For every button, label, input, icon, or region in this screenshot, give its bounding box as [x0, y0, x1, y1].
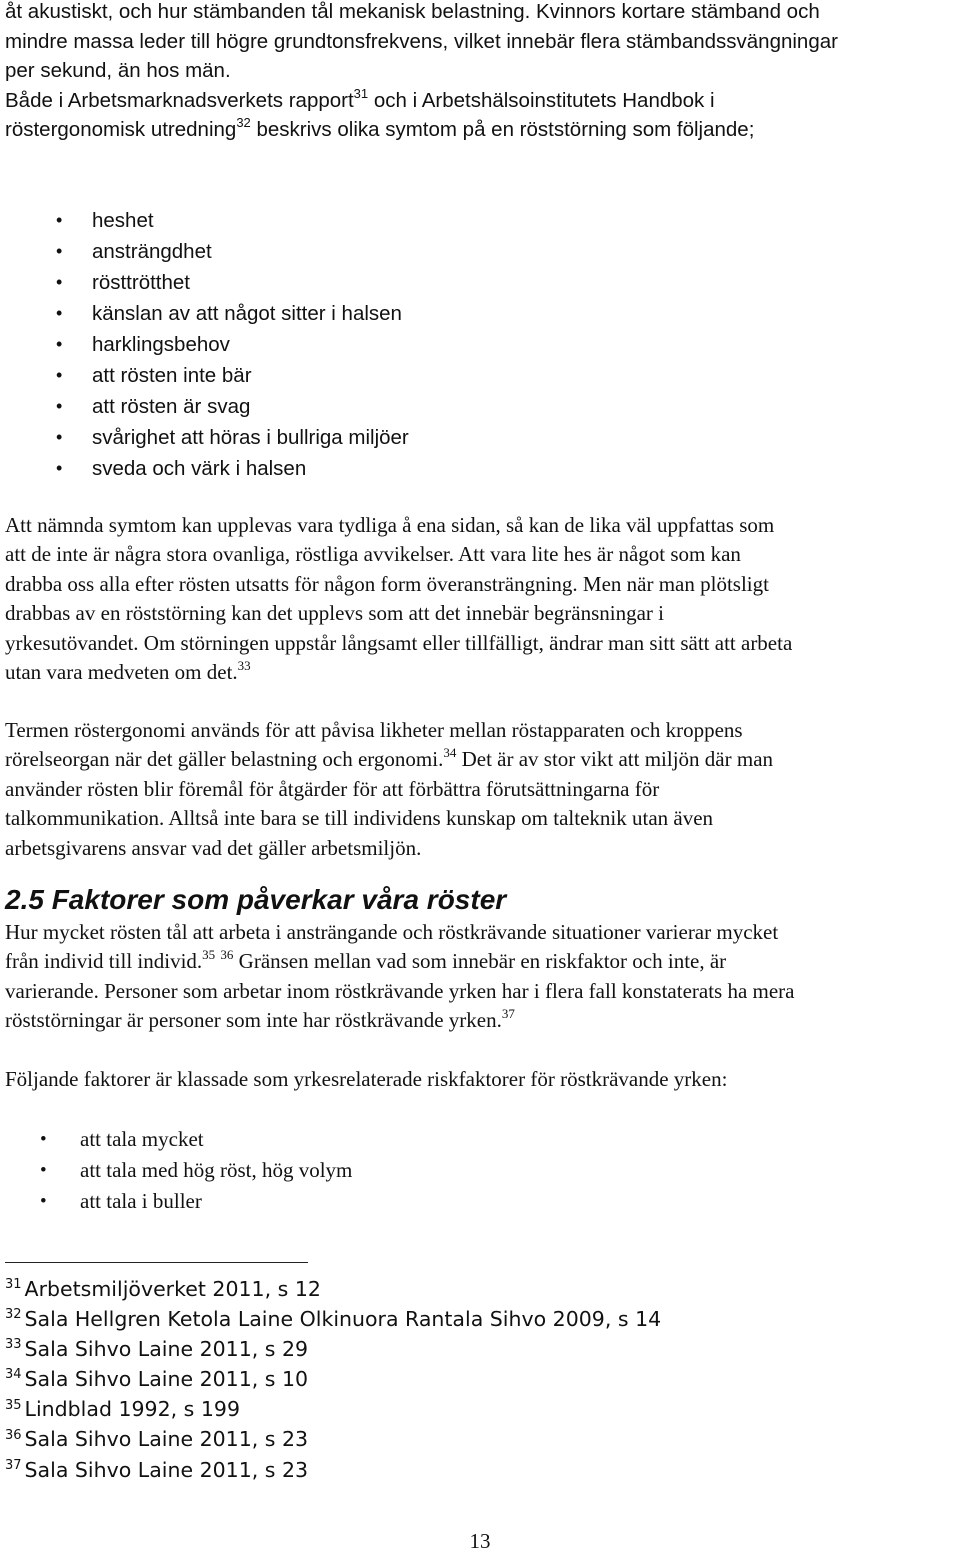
text-run: utan vara medveten om det. — [5, 660, 238, 685]
text-line: talkommunikation. Alltså inte bara se till individens kunskap om talteknik utan även — [5, 806, 714, 831]
footnote-ref: 35 — [202, 947, 216, 963]
risk-factor-item — [40, 1124, 352, 1155]
paragraph-rostergonomi — [5, 716, 955, 863]
footnote-number: 32 — [5, 1307, 22, 1323]
list-item-text: ansträngdhet — [92, 240, 212, 263]
footnotes — [5, 1274, 661, 1485]
footnote-text: Sala Sihvo Laine 2011, s 10 — [24, 1367, 309, 1392]
list-item-text: sveda och värk i halsen — [92, 457, 307, 480]
footnote-number: 37 — [5, 1457, 22, 1473]
text-line: arbetsgivarens ansvar vad det gäller arbetsmiljön. — [5, 835, 422, 860]
footnote-text: Arbetsmiljöverket 2011, s 12 — [24, 1277, 321, 1301]
footnote-ref: 31 — [353, 85, 369, 101]
footnote-ref: 33 — [237, 658, 251, 674]
symptom-item — [56, 236, 409, 267]
text-run: Gränsen mellan vad som innebär en riskfaktor och inte, är — [233, 949, 727, 974]
bullet-icon: • — [56, 210, 63, 230]
list-item-text: att rösten inte bär — [92, 364, 252, 387]
footnote-ref: 36 — [220, 947, 234, 963]
symptom-item — [56, 422, 409, 453]
text-line: använder rösten blir föremål för åtgärder för att förbättra förutsättningarna för — [5, 776, 660, 801]
intro-line — [5, 86, 955, 116]
symptom-item — [56, 298, 409, 329]
intro-line — [5, 115, 955, 145]
intro-text: röstergonomisk utredning — [5, 118, 237, 141]
footnote-ref: 32 — [236, 115, 251, 131]
list-item-text: rösttrötthet — [92, 271, 190, 294]
text-line: varierande. Personer som arbetar inom röstkrävande yrken har i flera fall konstaterats ha mera — [5, 978, 795, 1003]
text-run: rörelseorgan när det gäller belastning och ergonomi. — [5, 747, 444, 772]
footnote-text: Sala Sihvo Laine 2011, s 29 — [24, 1337, 309, 1362]
symptom-item — [56, 205, 409, 236]
text-line: Följande faktorer är klassade som yrkesrelaterade riskfaktorer för röstkrävande yrken: — [5, 1067, 728, 1091]
risk-factor-item — [40, 1186, 352, 1217]
footnote-entry — [5, 1394, 661, 1424]
bullet-icon: • — [56, 458, 63, 478]
text-line: drabbas av en röststörning kan det upplevs som att det innebär begränsningar i — [5, 601, 664, 626]
list-item-text: heshet — [92, 209, 154, 232]
text-run: röststörningar är personer som inte har röstkrävande yrken. — [5, 1008, 502, 1033]
text-line: Att nämnda symtom kan upplevas vara tydliga å ena sidan, så kan de lika väl uppfattas som — [5, 513, 775, 537]
risk-factor-list — [40, 1124, 352, 1217]
list-item-text: att tala med hög röst, hög volym — [80, 1158, 353, 1182]
footnote-number: 36 — [5, 1427, 22, 1443]
page-number: 13 — [469, 1529, 491, 1553]
intro-text: och i Arbetshälsoinstitutets Handbok i — [368, 88, 715, 112]
text-run: från individ till individ. — [5, 949, 203, 974]
list-item-text: svårighet att höras i bullriga miljöer — [92, 426, 409, 449]
intro-paragraph — [5, 0, 955, 145]
list-item-text: att tala mycket — [80, 1127, 204, 1151]
bullet-icon: • — [56, 272, 63, 292]
footnote-number: 31 — [5, 1277, 22, 1293]
footnote-text: Sala Sihvo Laine 2011, s 23 — [24, 1427, 309, 1452]
text-line — [5, 658, 955, 687]
bullet-icon: • — [56, 427, 63, 447]
symptom-list — [56, 205, 409, 484]
footnote-entry — [5, 1455, 661, 1485]
footnote-entry — [5, 1274, 661, 1304]
text-run: Det är av stor vikt att miljön där man — [456, 747, 774, 772]
footnote-text: Sala Hellgren Ketola Laine Olkinuora Rantala Sihvo 2009, s 14 — [24, 1307, 662, 1332]
bullet-icon: • — [40, 1160, 47, 1181]
bullet-icon: • — [56, 303, 63, 323]
bullet-icon: • — [56, 396, 63, 416]
text-line — [5, 745, 955, 774]
footnote-number: 34 — [5, 1367, 22, 1383]
symptom-item — [56, 267, 409, 298]
footnote-separator — [5, 1262, 308, 1263]
text-line: Termen röstergonomi används för att påvisa likheter mellan röstapparaten och kroppens — [5, 718, 743, 742]
footnote-entry — [5, 1364, 661, 1394]
symptom-item — [56, 329, 409, 360]
symptom-item — [56, 453, 409, 484]
intro-line: mindre massa leder till högre grundtonsfrekvens, vilket innebär flera stämbandssvängningar — [5, 29, 838, 53]
text-line: yrkesutövandet. Om störningen uppstår långsamt eller tillfälligt, ändrar man sitt sätt att arbeta — [5, 630, 793, 655]
list-item-text: att tala i buller — [80, 1189, 202, 1213]
symptom-item — [56, 360, 409, 391]
footnote-number: 33 — [5, 1337, 22, 1353]
text-line — [5, 947, 955, 976]
section-heading: 2.5 Faktorer som påverkar våra röster — [5, 884, 507, 915]
list-item-text: känslan av att något sitter i halsen — [92, 302, 402, 325]
footnote-entry — [5, 1424, 661, 1454]
footnote-entry — [5, 1334, 661, 1364]
footnote-text: Lindblad 1992, s 199 — [24, 1397, 240, 1422]
footnote-number: 35 — [5, 1397, 22, 1413]
intro-line: åt akustiskt, och hur stämbanden tål mekanisk belastning. Kvinnors kortare stämband och — [5, 0, 820, 23]
intro-text: beskrivs olika symtom på en röststörning som följande; — [250, 118, 755, 141]
footnote-ref: 34 — [443, 745, 457, 761]
paragraph-individual-variation — [5, 918, 955, 1036]
footnote-ref: 37 — [501, 1006, 515, 1022]
text-line — [5, 1006, 955, 1035]
list-item-text: att rösten är svag — [92, 395, 251, 418]
footnote-entry — [5, 1304, 661, 1334]
bullet-icon: • — [40, 1129, 47, 1150]
bullet-icon: • — [56, 241, 63, 261]
footnote-text: Sala Sihvo Laine 2011, s 23 — [24, 1457, 309, 1482]
paragraph-symptoms-perception — [5, 511, 955, 687]
bullet-icon: • — [56, 365, 63, 385]
risk-factor-item — [40, 1155, 352, 1186]
intro-line: per sekund, än hos män. — [5, 59, 231, 82]
text-line: att de inte är några stora ovanliga, röstliga avvikelser. Att vara lite hes är något som kan — [5, 542, 741, 567]
bullet-icon: • — [56, 334, 63, 354]
paragraph-risk-intro — [5, 1065, 955, 1094]
bullet-icon: • — [40, 1191, 47, 1212]
symptom-item — [56, 391, 409, 422]
text-line: Hur mycket rösten tål att arbeta i ansträngande och röstkrävande situationer varierar mycket — [5, 920, 779, 944]
intro-text: Både i Arbetsmarknadsverkets rapport — [5, 88, 354, 112]
text-line: drabba oss alla efter rösten utsatts för någon form överansträngning. Men när man plötsligt — [5, 571, 769, 596]
list-item-text: harklingsbehov — [92, 333, 230, 356]
